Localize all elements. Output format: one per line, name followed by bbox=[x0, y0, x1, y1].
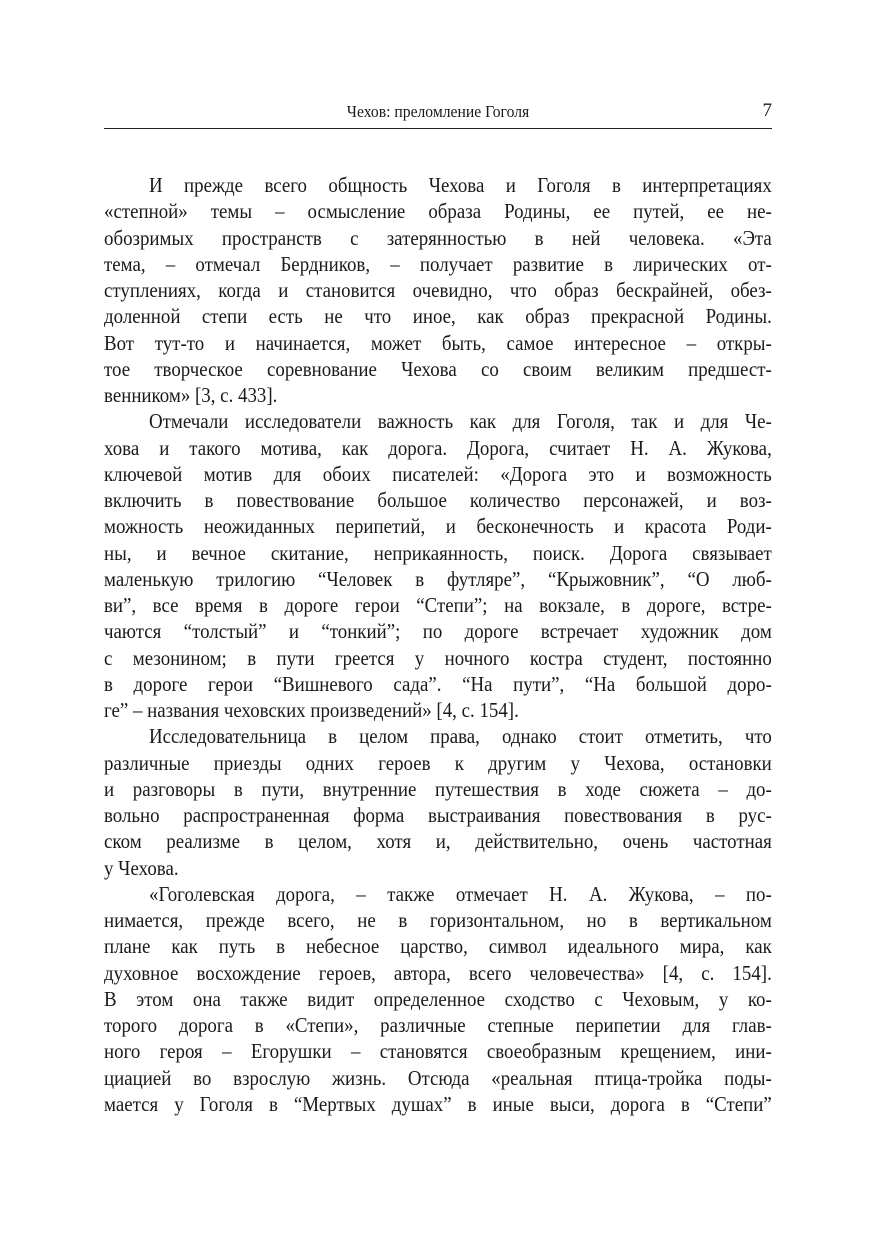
text-line: ге” – названия чеховских произведений» [4, с. 154]. bbox=[104, 698, 519, 722]
text-line: «степной» темы – осмысление образа Родины, ее путей, ее не- bbox=[104, 199, 772, 224]
text-line: различные приезды одних героев к другим у Чехова, остановки bbox=[104, 750, 772, 775]
page-body bbox=[104, 172, 772, 1117]
running-title: Чехов: преломление Гоголя bbox=[346, 102, 530, 121]
paragraph bbox=[104, 723, 772, 881]
text-line: ны, и вечное скитание, неприкаянность, поиск. Дорога связывает bbox=[104, 540, 772, 565]
text-line: тема, – отмечал Бердников, – получает развитие в лирических от- bbox=[104, 251, 772, 276]
text-line: можность неожиданных перипетий, и бесконечность и красота Роди- bbox=[104, 514, 772, 539]
text-line: у Чехова. bbox=[104, 855, 179, 880]
text-line: и разговоры в пути, внутренние путешествия в ходе сюжета – до- bbox=[104, 776, 772, 801]
running-header bbox=[104, 100, 772, 129]
text-line: хова и такого мотива, как дорога. Дорога, считает Н. А. Жукова, bbox=[104, 435, 772, 460]
text-line: маленькую трилогию “Человек в футляре”, “Крыжовник”, “О люб- bbox=[104, 566, 772, 591]
text-line: венником» [3, с. 433]. bbox=[104, 383, 278, 407]
text-line: И прежде всего общность Чехова и Гоголя в интерпретациях bbox=[149, 173, 772, 197]
page-number: 7 bbox=[762, 100, 772, 121]
text-line: циацией во взрослую жизнь. Отсюда «реальная птица-тройка поды- bbox=[104, 1065, 772, 1090]
text-line: торого дорога в «Степи», различные степные перипетии для глав- bbox=[104, 1013, 772, 1037]
text-line: В этом она также видит определенное сходство с Чеховым, у ко- bbox=[104, 986, 772, 1011]
text-line: тое творческое соревнование Чехова со своим великим предшест- bbox=[104, 356, 772, 381]
text-line: мается у Гоголя в “Мертвых душах” в иные выси, дорога в “Степи” bbox=[104, 1091, 772, 1116]
text-line: вольно распространенная форма выстраивания повествования в рус- bbox=[104, 803, 772, 827]
text-line: ском реализме в целом, хотя и, действительно, очень частотная bbox=[104, 829, 772, 854]
text-line: ступлениях, когда и становится очевидно, что образ бескрайней, обез- bbox=[104, 278, 772, 302]
text-line: обозримых пространств с затерянностью в ней человека. «Эта bbox=[104, 225, 772, 250]
text-line: с мезонином; в пути греется у ночного костра студент, постоянно bbox=[104, 645, 772, 670]
text-line: ключевой мотив для обоих писателей: «Дорога это и возможность bbox=[104, 461, 772, 486]
text-line: доленной степи есть не что иное, как образ прекрасной Родины. bbox=[104, 304, 772, 329]
paragraph bbox=[104, 408, 772, 723]
text-line: ного героя – Егорушки – становятся своеобразным крещением, ини- bbox=[104, 1039, 772, 1064]
text-line: духовное восхождение героев, автора, всего человечества» [4, с. 154]. bbox=[104, 960, 772, 985]
text-line: чаются “толстый” и “тонкий”; по дороге встречает художник дом bbox=[104, 619, 772, 644]
paragraph bbox=[104, 881, 772, 1117]
text-line: в дороге герои “Вишневого сада”. “На пути”, “На большой доро- bbox=[104, 671, 772, 696]
text-line: Вот тут-то и начинается, может быть, самое интересное – откры- bbox=[104, 330, 772, 355]
text-line: плане как путь в небесное царство, символ идеального мира, как bbox=[104, 934, 772, 959]
text-line: включить в повествование большое количество персонажей, и воз- bbox=[104, 488, 772, 512]
text-line: «Гоголевская дорога, – также отмечает Н. А. Жукова, – по- bbox=[149, 881, 772, 906]
text-line: нимается, прежде всего, не в горизонтальном, но в вертикальном bbox=[104, 908, 772, 932]
text-line: Исследовательница в целом права, однако стоит отметить, что bbox=[149, 724, 772, 749]
text-line: ви”, все время в дороге герои “Степи”; на вокзале, в дороге, встре- bbox=[104, 593, 772, 617]
paragraph bbox=[104, 172, 772, 408]
text-line: Отмечали исследователи важность как для Гоголя, так и для Че- bbox=[149, 409, 772, 434]
